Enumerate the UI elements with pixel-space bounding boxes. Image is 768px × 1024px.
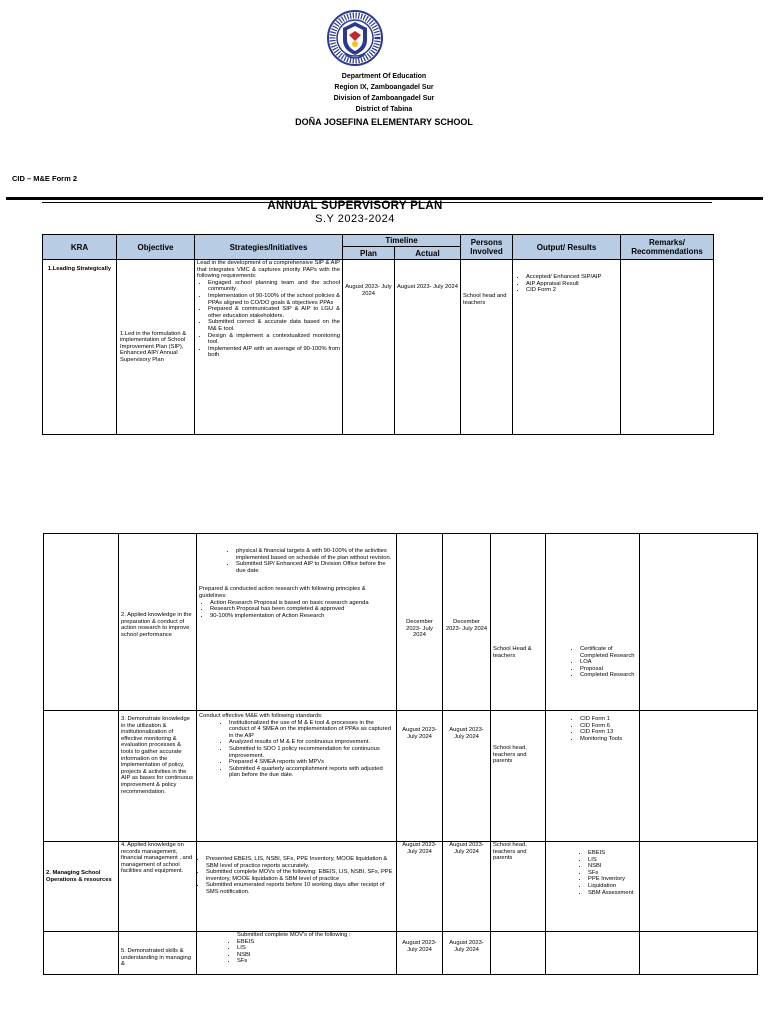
col-header-plan: Plan xyxy=(343,247,395,260)
strategies-cell xyxy=(197,534,397,711)
plan-title: ANNUAL SUPERVISORY PLAN xyxy=(267,200,443,212)
output-cell xyxy=(546,932,640,975)
plan-cell: August 2023- July 2024 xyxy=(397,842,443,932)
header-district: District of Tabina xyxy=(355,106,413,113)
list-item: • Submitted SIP/ Enhanced AIP to Division Office before the due date xyxy=(236,561,394,574)
list-item: • Design & implement a contextualized monitoring tool. xyxy=(208,333,340,346)
output-list xyxy=(548,716,637,742)
list-item: • Accepted/ Enhanced SIP/AIP xyxy=(526,274,618,281)
list-item: • Implemented AIP with an average of 90-100% from both xyxy=(208,346,340,359)
kra-cell: 1.Leading Strategically xyxy=(43,260,117,435)
strategy-intro: Submitted complete MOV's of the following : xyxy=(237,932,351,938)
col-header-actual: Actual xyxy=(395,247,461,260)
plan-cell: December 2023- July 2024 xyxy=(397,534,443,711)
table-row xyxy=(44,711,758,842)
list-item: • SFs xyxy=(588,870,637,877)
col-header-remarks: Remarks/ Recommendations xyxy=(621,235,714,260)
list-item: • 90-100% implementation of Action Research xyxy=(210,613,394,620)
output-cell xyxy=(513,260,621,435)
actual-cell: August 2023- July 2024 xyxy=(443,932,491,975)
list-item: • NSBI xyxy=(237,952,394,959)
output-cell xyxy=(546,534,640,711)
header-department: Department Of Education xyxy=(341,73,427,80)
strategy-intro: Prepared & conducted action research with following principles & guidelines: xyxy=(199,586,366,599)
table-row xyxy=(44,932,758,975)
plan-cell: August 2023- July 2024 xyxy=(343,260,395,435)
strategy-list xyxy=(199,856,394,896)
persons-cell: School head, teachers and parents xyxy=(491,842,546,932)
output-list xyxy=(515,274,618,294)
remarks-cell xyxy=(640,711,758,842)
list-item: • Monitoring Tools xyxy=(580,736,637,743)
persons-cell: School head, teachers and parents xyxy=(491,711,546,842)
list-item: • LOA xyxy=(580,659,637,666)
strategies-cell xyxy=(195,260,343,435)
list-item: • CID Form 1 xyxy=(580,716,637,723)
output-list xyxy=(548,646,637,679)
list-item: • physical & financial targets & with 90-100% of the activities implemented based on schedule of the plan without revision. xyxy=(236,548,394,561)
list-item: • Analyzed results of M & E for continuous improvement. xyxy=(229,739,394,746)
objective-cell: 3. Demonstrate knowledge in the utilization & institutionalization of effective monitoring & evaluation processes & tools to gather accurate information on the implementation of policy, projects & activities in the AIP as bases for continuous improvement & policy recommendation. xyxy=(119,711,197,842)
objective-cell: 2. Applied knowledge in the preparation & conduct of action research to improve school performance xyxy=(119,534,197,711)
header-division: Division of Zamboangadel Sur xyxy=(333,95,435,102)
deped-seal-logo xyxy=(326,8,384,70)
supervisory-plan-table-2 xyxy=(43,533,758,975)
table-row xyxy=(43,260,714,435)
kra-cell xyxy=(44,534,119,711)
list-item: • AIP Appraisal Result xyxy=(526,281,618,288)
header-school-name: DOÑA JOSEFINA ELEMENTARY SCHOOL xyxy=(295,117,473,127)
plan-school-year: S.Y 2023-2024 xyxy=(315,213,395,225)
list-item: • Action Research Proposal is based on basic research agenda xyxy=(210,600,394,607)
output-cell xyxy=(546,711,640,842)
persons-cell: School head and teachers xyxy=(461,260,513,435)
list-item: • PPE Inventory xyxy=(588,876,637,883)
strategy-intro: Conduct effective M&E with following standards: xyxy=(199,713,323,719)
list-item: • Submitted correct & accurate data based on the M& E tool. xyxy=(208,319,340,332)
persons-cell xyxy=(491,932,546,975)
form-id-label: CID – M&E Form 2 xyxy=(12,174,78,183)
list-item: • LIS xyxy=(237,945,394,952)
list-item: • LIS xyxy=(588,857,637,864)
actual-cell: August 2023- July 2024 xyxy=(395,260,461,435)
list-item: • CID Form 13 xyxy=(580,729,637,736)
list-item: • Institutionalized the use of M & E tool & processes in the conduct of 4 SMEA on the implementation of PPAs as captured in the AIP xyxy=(229,720,394,740)
strategy-list xyxy=(199,720,394,779)
kra-cell xyxy=(44,711,119,842)
list-item: • EBEIS xyxy=(237,939,394,946)
list-item: • Submitted complete MOVs of the following: EBEIS, LIS, NSBI, SFs, PPE inventory, MOOE liquidation & SBM level of practice xyxy=(206,869,394,882)
output-cell xyxy=(546,842,640,932)
strategy-list-continued xyxy=(199,548,394,574)
table-row xyxy=(44,842,758,932)
objective-cell: 4. Applied knowledge on records management, financial management , and management of school facilities and equipment. xyxy=(119,842,197,932)
plan-cell: August 2023- July 2024 xyxy=(397,932,443,975)
remarks-cell xyxy=(640,932,758,975)
actual-cell: August 2023- July 2024 xyxy=(443,711,491,842)
list-item: • CID Form 6 xyxy=(580,723,637,730)
strategies-cell xyxy=(197,842,397,932)
col-header-kra: KRA xyxy=(43,235,117,260)
output-list xyxy=(548,850,637,896)
header-region: Region IX, Zamboangadel Sur xyxy=(334,84,434,91)
strategy-list xyxy=(199,600,394,620)
table-row xyxy=(44,534,758,711)
kra-cell: 2. Managing School Operations & resources xyxy=(44,842,119,932)
list-item: • Proposal xyxy=(580,666,637,673)
remarks-cell xyxy=(621,260,714,435)
strategies-cell xyxy=(197,932,397,975)
list-item: • Submitted enumerated reports before 10 working days after receipt of SMS notification. xyxy=(206,882,394,895)
strategy-list xyxy=(199,939,394,965)
supervisory-plan-table-1 xyxy=(42,234,714,435)
remarks-cell xyxy=(640,842,758,932)
actual-cell: December 2023- July 2024 xyxy=(443,534,491,711)
list-item: • SFs xyxy=(237,958,394,965)
list-item: • Submitted 4 quarterly accomplishment reports with adjusted plan before the due date. xyxy=(229,766,394,779)
objective-cell: 1.Led in the formulation & implementation of School Improvement Plan (SIP), Enhanced AIP/ Annual Supervisory Plan xyxy=(117,260,195,435)
col-header-strategies: Strategies/Initiatives xyxy=(195,235,343,260)
kra-cell xyxy=(44,932,119,975)
list-item: • Research Proposal has been completed & approved xyxy=(210,606,394,613)
list-item: • Prepared & communicated SIP & AIP to LGU & other education stakeholders. xyxy=(208,306,340,319)
list-item: • CID Form 2 xyxy=(526,287,618,294)
col-header-output: Output/ Results xyxy=(513,235,621,260)
list-item: • SBM Assessment xyxy=(588,890,637,897)
strategies-cell xyxy=(197,711,397,842)
strategy-intro: Lead in the development of a comprehensive SIP & AIP that integrates VMC & captures priority PAPs with the following requirements: xyxy=(197,260,340,280)
list-item: • Implementation of 90-100% of the school policies & PPAs aligned to CO/DO goals & objectives PPAs xyxy=(208,293,340,306)
list-item: • Presented EBEIS, LIS, NSBI, SFs, PPE Inventory, MOOE liquidation & SBM level of practice reports accurately. xyxy=(206,856,394,869)
list-item: • EBEIS xyxy=(588,850,637,857)
list-item: • NSBI xyxy=(588,863,637,870)
list-item: • Completed Research xyxy=(580,672,637,679)
objective-cell: 5. Demonstrated skills & understanding in managing & xyxy=(119,932,197,975)
remarks-cell xyxy=(640,534,758,711)
list-item: • Engaged school planning team and the school community xyxy=(208,280,340,293)
persons-cell: School Head & teachers xyxy=(491,534,546,711)
col-header-timeline: Timeline xyxy=(343,235,461,247)
plan-cell: August 2023- July 2024 xyxy=(397,711,443,842)
list-item: • Submitted to SDO 1 policy recommendation for continuous improvement. xyxy=(229,746,394,759)
list-item: • Liquidation xyxy=(588,883,637,890)
col-header-objective: Objective xyxy=(117,235,195,260)
actual-cell: August 2023- July 2024 xyxy=(443,842,491,932)
strategy-list xyxy=(197,280,340,359)
list-item: • Prepared 4 SMEA reports with MPVs xyxy=(229,759,394,766)
col-header-persons: Persons Involved xyxy=(461,235,513,260)
list-item: • Certificate of Completed Research xyxy=(580,646,637,659)
